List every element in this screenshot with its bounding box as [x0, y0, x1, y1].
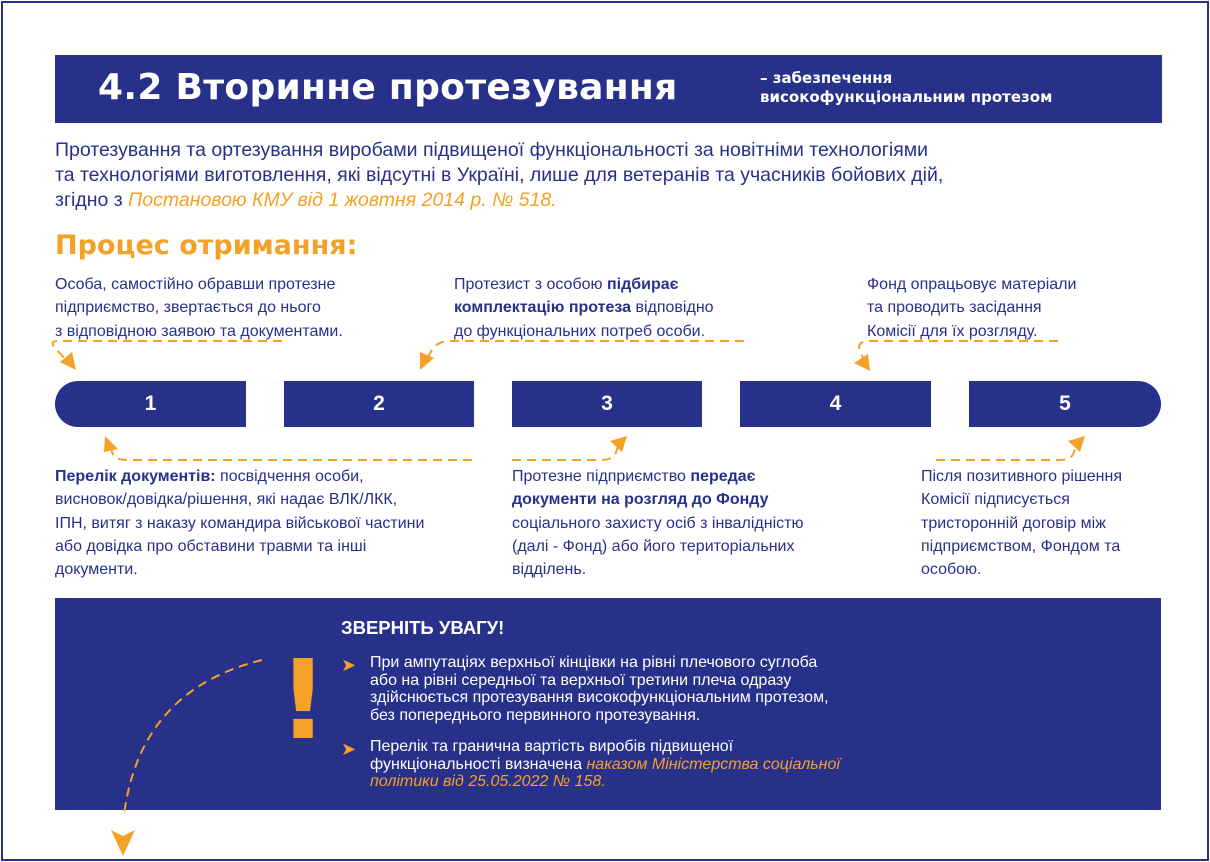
attention-bullet-1	[370, 654, 930, 725]
step-4-desc-line: та проводить засідання	[867, 299, 1042, 317]
step-1: 1	[55, 381, 246, 427]
step-3-desc-line: відділень.	[512, 561, 587, 579]
ministry-order-link[interactable]: наказом Міністерства соціальної	[586, 755, 840, 773]
bullet-1-line: або на рівні середньої та верхньої третини плеча одразу	[370, 671, 792, 689]
arrow-to-step-2	[426, 341, 744, 360]
bullet-2-line	[370, 756, 930, 774]
ministry-order-link-cont[interactable]: політики від 25.05.2022 № 158.	[370, 773, 606, 791]
step-2-text: Протезист з особою	[454, 276, 607, 293]
intro-line-1: Протезування та ортезування виробами підвищеної функціональності за новітніми технологіями	[55, 139, 929, 161]
attention-title: ЗВЕРНІТЬ УВАГУ!	[341, 617, 505, 638]
step-3-text: Протезне підприємство	[512, 468, 691, 485]
step-5-desc-line: Комісії підписується	[921, 491, 1070, 509]
arrow-to-step-5	[936, 446, 1076, 460]
step-4-desc-line: Комісії для їх розгляду.	[867, 322, 1038, 340]
subtitle-line-1: – забезпечення	[760, 69, 893, 87]
step-3-bold: документи на розгляд до Фонду	[512, 491, 769, 509]
step-2-desc-line: до функціональних потреб особи.	[454, 322, 706, 340]
arrowhead-attention	[111, 830, 135, 856]
resolution-link[interactable]: Постановою КМУ від 1 жовтня 2014 р. № 518.	[128, 189, 557, 211]
step-2: 2	[284, 381, 474, 427]
bullet-1-line: без попереднього первинного протезування.	[370, 707, 701, 725]
step-1-desc-line: Особа, самостійно обравши протезне	[55, 276, 336, 293]
arrow-bullet-icon: ➤	[341, 739, 357, 759]
arrowhead-step-1-below	[104, 436, 118, 452]
exclamation-icon: !	[278, 636, 329, 764]
arrowhead-step-5	[1068, 436, 1085, 452]
bullet-1-line: здійснюється протезування високофункціональним протезом,	[370, 689, 829, 707]
documents-label: Перелік документів:	[55, 468, 216, 485]
subtitle-line-2: високофункціональним протезом	[760, 88, 1053, 106]
arrowhead-step-2	[420, 352, 434, 370]
step-5: 5	[969, 381, 1161, 427]
step-1-desc-line: підприємство, звертається до нього	[55, 299, 321, 317]
step-3-bold: передає	[690, 468, 756, 485]
step-4: 4	[740, 381, 931, 427]
arrow-to-step-1	[52, 341, 282, 360]
bullet-2-line: Перелік та гранична вартість виробів підвищеної	[370, 738, 734, 755]
documents-text: посвідчення особи,	[215, 468, 364, 485]
bullet-2-line	[370, 773, 930, 791]
page-title: 4.2 Вторинне протезування	[98, 67, 678, 108]
documents-line: висновок/довідка/рішення, які надає ВЛК/ЛКК,	[55, 491, 398, 509]
intro-line-2: та технологіями виготовлення, які відсутні в Україні, лише для ветеранів та учасників бойових дій,	[55, 164, 944, 186]
step-2-text: відповідно	[631, 299, 714, 317]
bullet-1-line: При ампутаціях верхньої кінцівки на рівні плечового суглоба	[370, 654, 818, 671]
arrow-bullet-icon: ➤	[341, 655, 357, 675]
arrowhead-step-3	[610, 436, 627, 452]
step-2-bold: комплектацію протеза	[454, 299, 632, 317]
step-3-desc-line: (далі - Фонд) або його територіальних	[512, 537, 795, 555]
documents-line: або довідка про обставини травми та інші	[55, 537, 367, 555]
process-title: Процес отримання:	[55, 230, 358, 261]
documents-line: документи.	[55, 561, 138, 579]
attention-bullet-2	[370, 738, 930, 791]
bullet-2-text: функціональності визначена	[370, 755, 587, 773]
arrow-to-step-1-below	[110, 446, 472, 460]
step-1-desc-line: з відповідною заявою та документами.	[55, 322, 343, 340]
step-3-desc-line: соціального захисту осіб з інвалідністю	[512, 514, 804, 532]
step-5-desc-line: особою.	[921, 561, 982, 579]
step-5-desc-line: Після позитивного рішення	[921, 468, 1123, 485]
step-5-desc-line: тристоронній договір між	[921, 514, 1106, 532]
intro-line-3-prefix: згідно з	[55, 189, 129, 211]
attention-curve-arrow	[124, 660, 262, 815]
step-4-desc-line: Фонд опрацьовує матеріали	[867, 276, 1077, 293]
documents-line: ІПН, витяг з наказу командира військової частини	[55, 514, 425, 532]
arrow-to-step-3	[512, 446, 618, 460]
step-3: 3	[512, 381, 702, 427]
arrow-to-step-4	[859, 341, 1058, 360]
step-5-desc-line: підприємством, Фондом та	[921, 537, 1121, 555]
step-2-bold: підбирає	[606, 276, 679, 293]
